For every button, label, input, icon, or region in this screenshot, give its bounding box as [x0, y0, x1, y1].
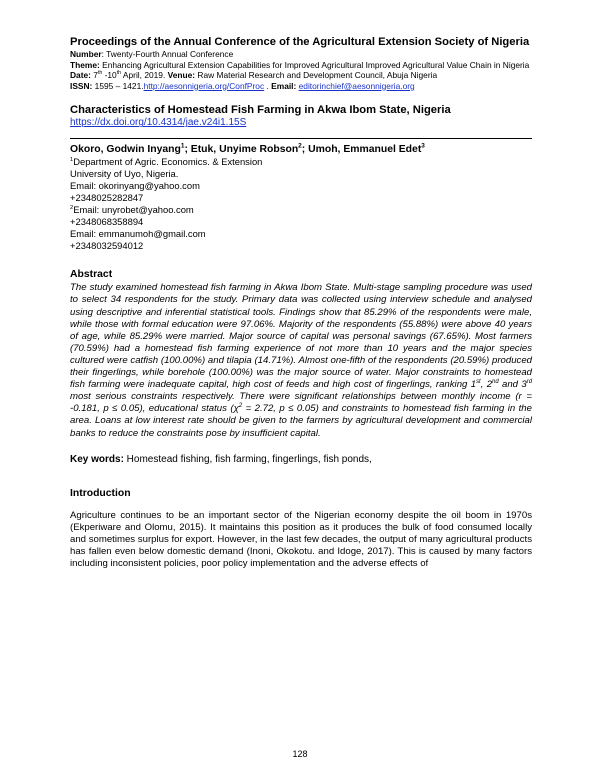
email2-text: Email: unyrobet@yahoo.com	[73, 204, 194, 216]
abstract-text-1: The study examined homestead fish farming in Akwa Ibom State. Multi-stage sampling procedure was used to select 34 respondents for the study. Primary data was collected using interview schedule and analysed using descriptive and inferential statistical tools. Findings show that 85.29% of the respondents were male, while those with formal education were 97.06%. Majority of the respondents (55.88%) were above 40 years of age, while 85.29% were married. Major source of capital was personal savings (67.65%). Most farmers (70.59%) had a homestead fish farming experience of not more than 10 years and the major species cultured were catfish (100.00%) and tilapia (14.71%). Almost one-fifth of the respondents (20.59%) produced their fingerlings, while borehole (100.00%) was the major source of water. Major constraints to homestead fish farming were inadequate capital, high cost of feeds and high cost of fingerlings, ranking 1	[70, 282, 532, 391]
issn-label: ISSN:	[70, 80, 93, 91]
abstract-text-5: = 2.72, p ≤ 0.05) and constraints to homestead fish farming in the area. Loans at low interest rate should be given to the farmers by agricultural development and commercial banks to reduce the constraints pose by insufficient capital.	[70, 403, 532, 439]
keywords-value: Homestead fishing, fish farming, fingerlings, fish ponds,	[123, 453, 372, 465]
page-content	[70, 36, 532, 571]
author-1-email: Email: okorinyang@yahoo.com	[70, 180, 200, 192]
keywords-line	[70, 453, 532, 466]
email2-sup: 2	[70, 205, 74, 212]
venue-label: Venue:	[167, 70, 196, 81]
doi-link[interactable]: https://dx.doi.org/10.4314/jae.v24i1.15S	[70, 117, 247, 129]
date-part-2: -10	[102, 70, 117, 81]
proceedings-issn	[70, 81, 532, 92]
introduction-heading: Introduction	[70, 487, 131, 499]
proceedings-title: Proceedings of the Annual Conference of the Agricultural Extension Society of Nigeria	[70, 36, 530, 48]
article-title: Characteristics of Homestead Fish Farming in Akwa Ibom State, Nigeria	[70, 104, 451, 117]
author-2-phone: +2348068358894	[70, 216, 144, 228]
proceedings-theme	[70, 60, 532, 71]
abstract-sup-2: nd	[492, 378, 499, 385]
abstract-sup-1: st	[476, 378, 481, 385]
editor-email-link[interactable]: editorinchief@aesonnigeria.org	[298, 80, 415, 91]
author-3: ; Umoh, Emmanuel Edet	[301, 144, 422, 156]
number-value: : Twenty-Fourth Annual Conference	[101, 49, 234, 59]
abstract-body	[70, 282, 532, 439]
abstract-text-3: and 3	[498, 379, 527, 391]
keywords-label: Key words:	[70, 453, 124, 465]
issn-value: 1595 – 1421.	[92, 80, 144, 91]
dept-sup: 1	[70, 157, 74, 164]
proceedings-number	[70, 49, 532, 60]
author-1-sup: 1	[180, 142, 185, 150]
divider	[70, 138, 532, 139]
introduction-body: Agriculture continues to be an important sector of the Nigerian economy despite the oil boom in 1970s (Ekperiware and Olomu, 2015). It maintains this position as it produces the bulk of food consumed locally and sometimes surplus for export. However, in the last few decades, the output of many agricultural products has fallen even below domestic demand (Inoni, Okokotu. and Idoge, 2017). This is caused by many factors including inconsistent policies, poor policy implementation and the adverse effects of	[70, 509, 532, 570]
author-3-sup: 3	[421, 142, 425, 150]
date-sup-1: th	[97, 70, 103, 77]
abstract-heading: Abstract	[70, 269, 113, 281]
author-2-sup: 2	[298, 142, 302, 150]
abstract-text-2: , 2	[480, 379, 493, 391]
author-2-email	[70, 204, 532, 216]
email-label: Email:	[271, 80, 297, 91]
affiliation-university: University of Uyo, Nigeria.	[70, 168, 179, 180]
conf-proc-link[interactable]: http://aesonnigeria.org/ConfProc	[143, 80, 265, 91]
proceedings-date-venue	[70, 70, 532, 81]
abstract-sup-4: 2	[238, 403, 243, 410]
venue-value: Raw Material Research and Development Council, Abuja Nigeria	[195, 70, 438, 81]
dept-text: Department of Agric. Economics. & Extension	[73, 156, 263, 168]
author-1-phone: +2348025282847	[70, 192, 144, 204]
author-3-email: Email: emmanumoh@gmail.com	[70, 228, 206, 240]
authors-line	[70, 143, 532, 156]
issn-separator: .	[264, 80, 272, 91]
date-part-1: 7	[90, 70, 98, 81]
number-label: Number	[70, 49, 102, 59]
author-3-phone: +2348032594012	[70, 240, 144, 252]
author-2: ; Etuk, Unyime Robson	[184, 144, 299, 156]
theme-label: Theme:	[70, 59, 100, 70]
date-part-3: April, 2019.	[121, 70, 168, 81]
abstract-sup-3: rd	[526, 378, 532, 385]
doi-line	[70, 117, 532, 129]
author-1: Okoro, Godwin Inyang	[70, 144, 181, 156]
date-label: Date:	[70, 70, 91, 81]
affiliation-department	[70, 156, 532, 168]
page-number: 128	[292, 749, 308, 759]
date-sup-2: th	[116, 70, 122, 77]
abstract-text-4: most serious constraints respectively. There were significant relationships between monthly income (r = -0.181, p ≤ 0.05), educational status (χ	[70, 391, 532, 415]
theme-value: Enhancing Agricultural Extension Capabilities for Improved Agricultural Improved Agricultural Value Chain in Nigeria	[99, 59, 530, 70]
